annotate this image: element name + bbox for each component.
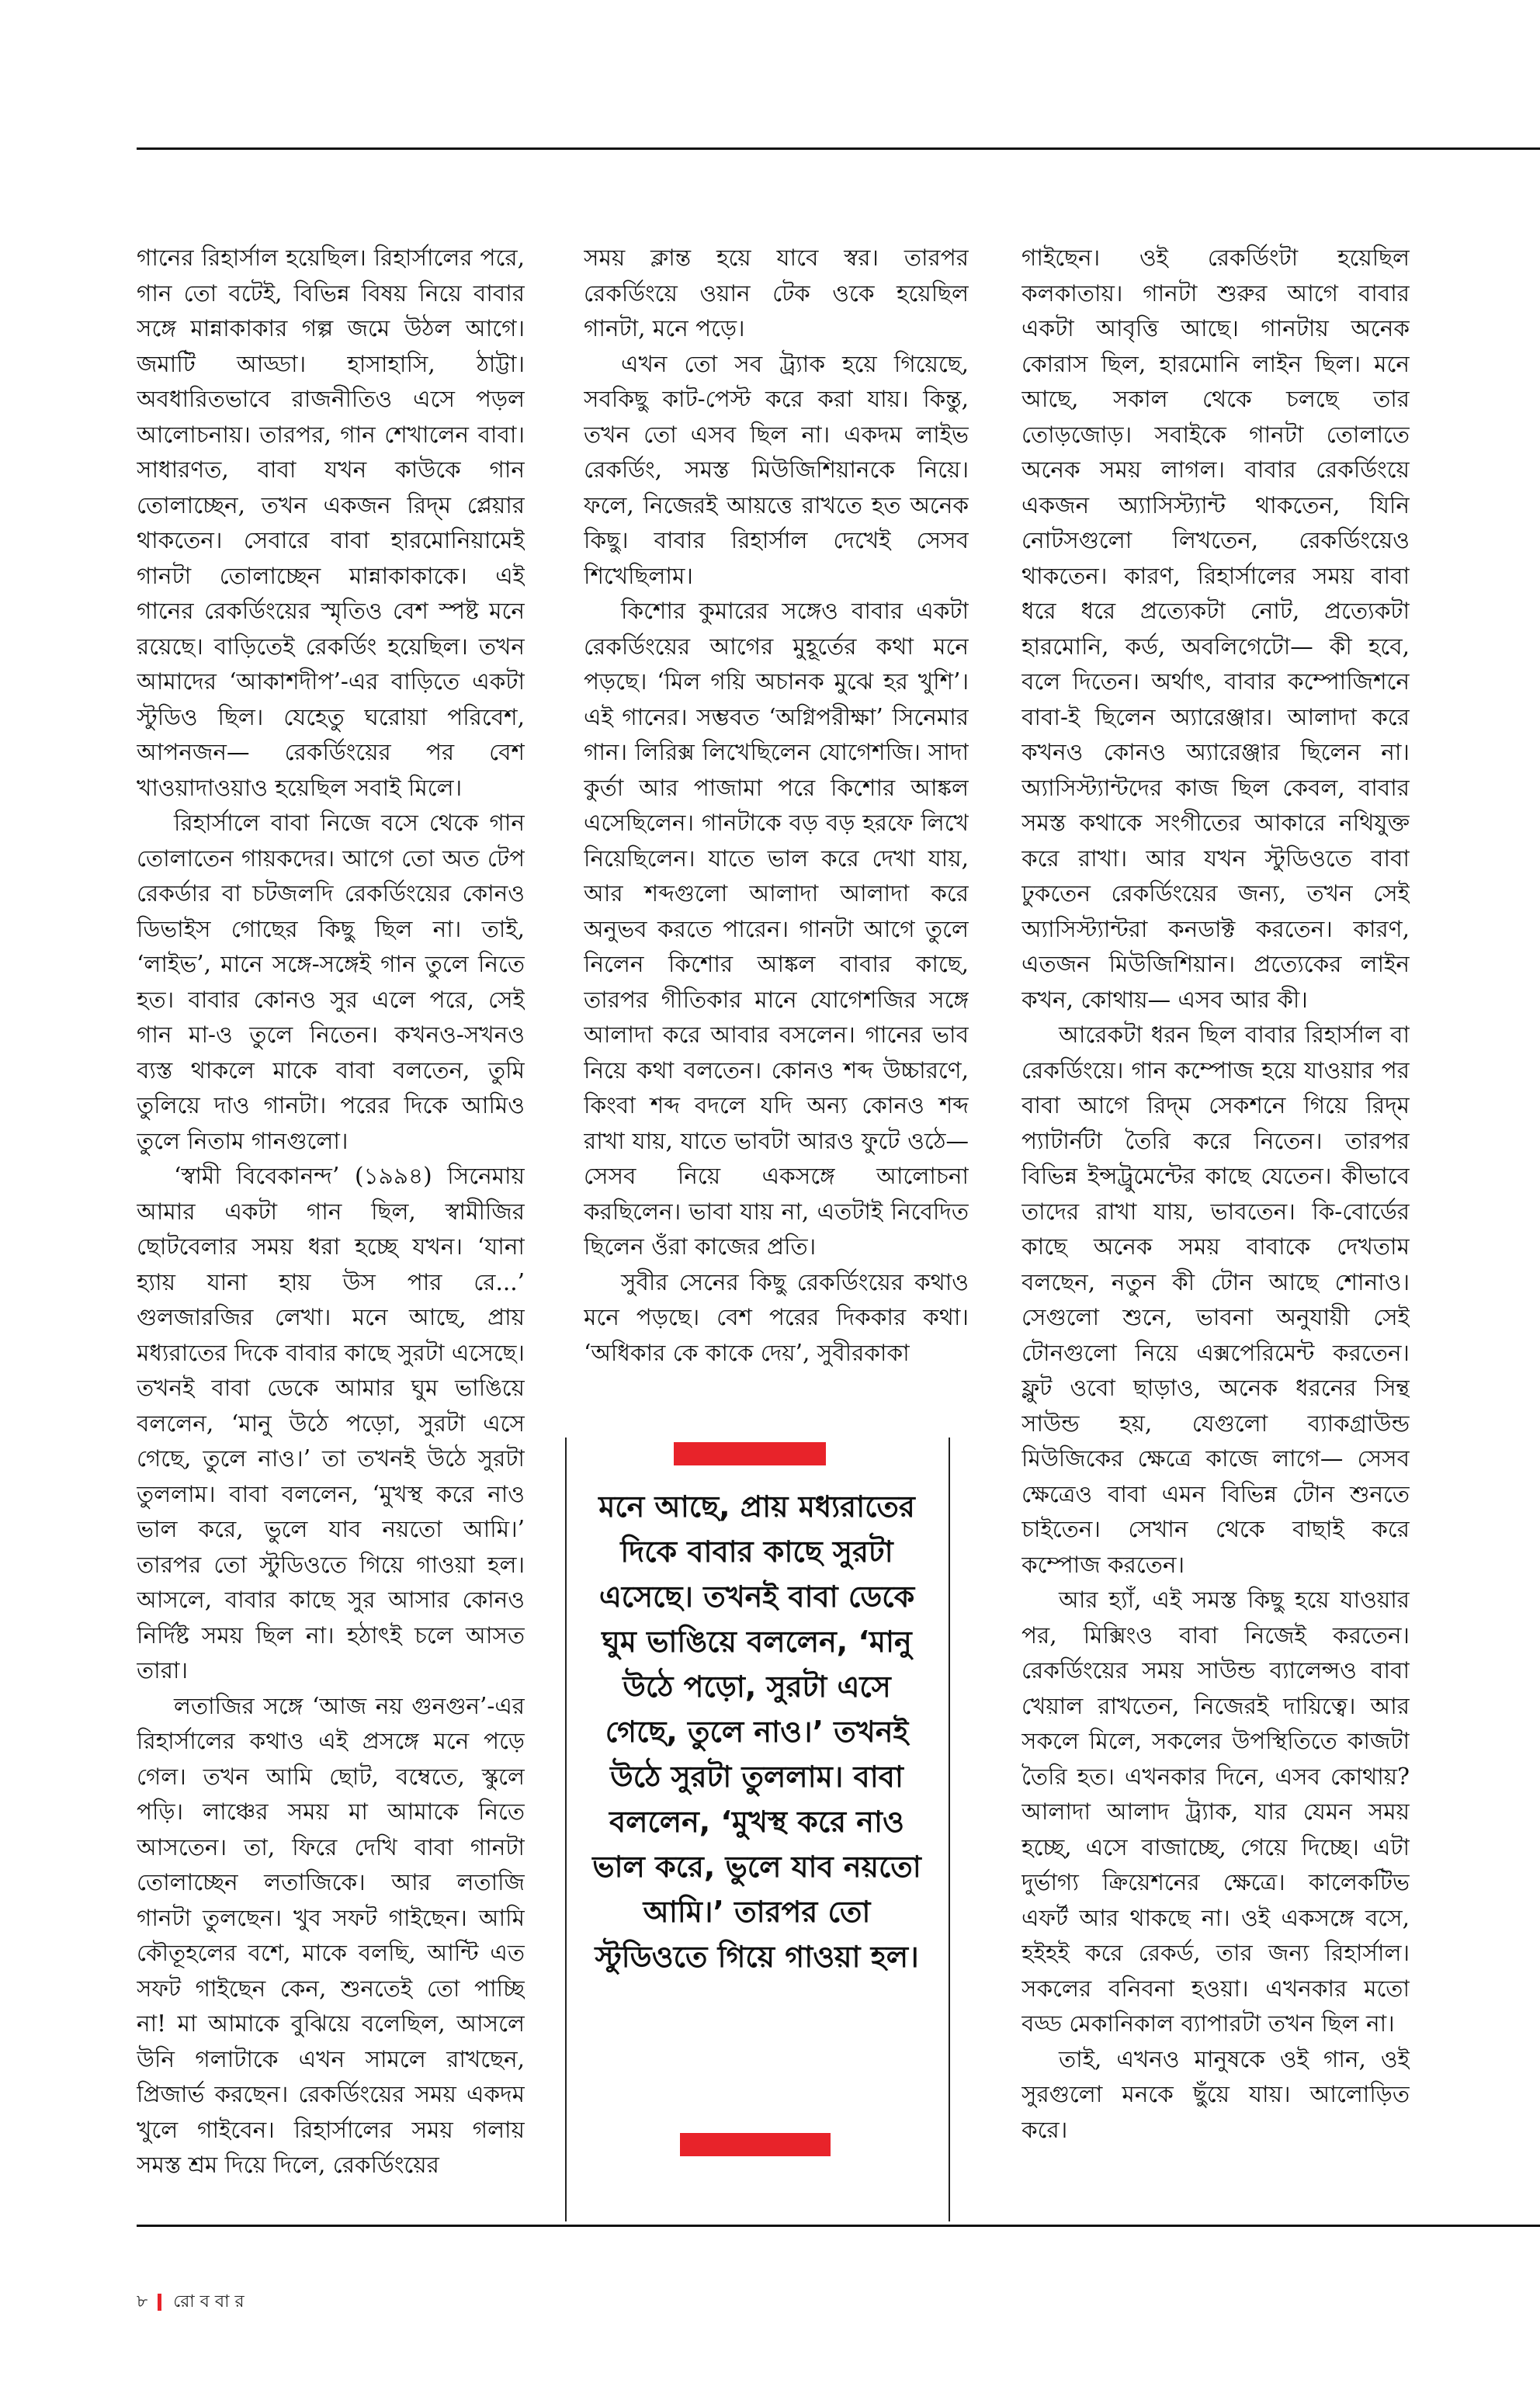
- pullquote: মনে আছে, প্রায় মধ্যরাতের দিকে বাবার কাছে সুরটা এসেছে। তখনই বাবা ডেকে ঘুম ভাঙিয়ে বললেন, ‘মানু উঠে পড়ো, সুরটা এসে গেছে, তুলে নাও।’ তখনই উঠে সুরটা তুললাম। বাবা বললেন, ‘মুখস্থ করে নাও ভাল করে, ভুলে যাব নয়তো আমি।’ তারপর তো স্টুডিওতে গিয়ে গাওয়া হল।: [592, 1490, 921, 1974]
- paragraph: সময় ক্লান্ত হয়ে যাবে স্বর। তারপর রেকর্ডিংয়ে ওয়ান টেক ওকে হয়েছিল গানটা, মনে পড়ে।: [584, 245, 969, 342]
- paragraph: তাই, এখনও মানুষকে ওই গান, ওই সুরগুলো মনকে ছুঁয়ে যায়। আলোড়িত করে।: [1021, 2045, 1410, 2143]
- page-number: ৮: [137, 2292, 148, 2311]
- footer-accent-bar: [158, 2294, 161, 2311]
- article-column-1: [137, 241, 525, 2216]
- paragraph: রিহার্সালে বাবা নিজে বসে থেকে গান তোলাতেন গায়কদের। আগে তো অত টেপ রেকর্ডার বা চটজলদি রেকর্ডিংয়ের কোনও ডিভাইস গোছের কিছু ছিল না। তাই, ‘লাইভ’, মানে সঙ্গে-সঙ্গেই গান তুলে নিতে হত। বাবার কোনও সুর এলে পরে, সেই গান মা-ও তুলে নিতেন। কখনও-সখনও ব্যস্ত থাকলে মাকে বাবা বলতেন, তুমি তুলিয়ে দাও গানটা। পরের দিকে আমিও তুলে নিতাম গানগুলো।: [137, 810, 525, 1154]
- paragraph: গানের রিহার্সাল হয়েছিল। রিহার্সালের পরে, গান তো বটেই, বিভিন্ন বিষয় নিয়ে বাবার সঙ্গে মান্নাকাকার গল্প জমে উঠল আগে। জমাটি আড্ডা। হাসাহাসি, ঠাট্টা। অবধারিতভাবে রাজনীতিও এসে পড়ল আলোচনায়। তারপর, গান শেখালেন বাবা। সাধারণত, বাবা যখন কাউকে গান তোলাচ্ছেন, তখন একজন রিদ্‌ম প্লেয়ার থাকতেন। সেবারে বাবা হারমোনিয়ামেই গানটা তোলাচ্ছেন মান্নাকাকাকে। এই গানের রেকর্ডিংয়ের স্মৃতিও বেশ স্পষ্ট মনে রয়েছে। বাড়িতেই রেকর্ডিং হয়েছিল। তখন আমাদের ‘আকাশদীপ’-এর বাড়িতে একটা স্টুডিও ছিল। যেহেতু ঘরোয়া পরিবেশ, আপনজন— রেকর্ডিংয়ের পর বেশ খাওয়াদাওয়াও হয়েছিল সবাই মিলে।: [137, 245, 525, 801]
- paragraph: গাইছেন। ওই রেকর্ডিংটা হয়েছিল কলকাতায়। গানটা শুরুর আগে বাবার একটা আবৃত্তি আছে। গানটায় অনেক কোরাস ছিল, হারমোনি লাইন ছিল। মনে আছে, সকাল থেকে চলছে তার তোড়জোড়। সবাইকে গানটা তোলাতে অনেক সময় লাগল। বাবার রেকর্ডিংয়ে একজন অ্যাসিস্ট্যান্ট থাকতেন, যিনি নোটসগুলো লিখতেন, রেকর্ডিংয়েও থাকতেন। কারণ, রিহার্সালের সময় বাবা ধরে ধরে প্রত্যেকটা নোট, প্রত্যেকটা হারমোনি, কর্ড, অবলিগেটো— কী হবে, বলে দিতেন। অর্থাৎ, বাবার কম্পোজিশনে বাবা-ই ছিলেন অ্যারেঞ্জার। আলাদা করে কখনও কোনও অ্যারেঞ্জার ছিলেন না। অ্যাসিস্ট্যান্টদের কাজ ছিল কেবল, বাবার সমস্ত কথাকে সংগীতের আকারে নথিযুক্ত করে রাখা। আর যখন স্টুডিওতে বাবা ঢুকতেন রেকর্ডিংয়ের জন্য, তখন সেই অ্যাসিস্ট্যান্টরা কনডাক্ট করতেন। কারণ, এতজন মিউজিশিয়ান। প্রত্যেকের লাইন কখন, কোথায়— এসব আর কী।: [1021, 245, 1410, 1013]
- pullquote-left-rule: [565, 1438, 567, 2221]
- paragraph: লতাজির সঙ্গে ‘আজ নয় গুনগুন’-এর রিহার্সালের কথাও এই প্রসঙ্গে মনে পড়ে গেল। তখন আমি ছোট, বম্বেতে, স্কুলে পড়ি। লাঞ্চের সময় মা আমাকে নিতে আসতেন। তা, ফিরে দেখি বাবা গানটা তোলাচ্ছেন লতাজিকে। আর লতাজি গানটা তুলছেন। খুব সফট গাইছেন। আমি কৌতূহলের বশে, মাকে বলছি, আন্টি এত সফট গাইছেন কেন, শুনতেই তো পাচ্ছি না! মা আমাকে বুঝিয়ে বলেছিল, আসলে উনি গলাটাকে এখন সামলে রাখছেন, প্রিজার্ভ করছেন। রেকর্ডিংয়ের সময় একদম খুলে গাইবেন। রিহার্সালের সময় গলায় সমস্ত শ্রম দিয়ে দিলে, রেকর্ডিংয়ের: [137, 1692, 525, 2178]
- bottom-rule: [137, 2225, 1540, 2227]
- paragraph: সুবীর সেনের কিছু রেকর্ডিংয়ের কথাও মনে পড়ছে। বেশ পরের দিককার কথা। ‘অধিকার কে কাকে দেয়’, সুবীরকাকা: [584, 1268, 969, 1366]
- paragraph: কিশোর কুমারের সঙ্গেও বাবার একটা রেকর্ডিংয়ের আগের মুহূর্তের কথা মনে পড়ছে। ‘মিল গয়ি অচানক মুঝে হর খুশি’। এই গানের। সম্ভবত ‘অগ্নিপরীক্ষা’ সিনেমার গান। লিরিক্স লিখেছিলেন যোগেশজি। সাদা কুর্তা আর পাজামা পরে কিশোর আঙ্কল এসেছিলেন। গানটাকে বড় বড় হরফে লিখে নিয়েছিলেন। যাতে ভাল করে দেখা যায়, আর শব্দগুলো আলাদা আলাদা করে অনুভব করতে পারেন। গানটা আগে তুলে নিলেন কিশোর আঙ্কল বাবার কাছে, তারপর গীতিকার মানে যোগেশজির সঙ্গে আলাদা করে আবার বসলেন। গানের ভাব নিয়ে কথা বলতেন। কোনও শব্দ উচ্চারণে, কিংবা শব্দ বদলে যদি অন্য কোনও শব্দ রাখা যায়, যাতে ভাবটা আরও ফুটে ওঠে— সেসব নিয়ে একসঙ্গে আলোচনা করছিলেন। ভাবা যায় না, এতটাই নিবেদিত ছিলেন ওঁরা কাজের প্রতি।: [584, 598, 969, 1260]
- pullquote-right-rule: [949, 1438, 950, 2221]
- article-column-3: [1021, 241, 1410, 2216]
- paragraph: আর হ্যাঁ, এই সমস্ত কিছু হয়ে যাওয়ার পর, মিক্সিংও বাবা নিজেই করতেন। রেকর্ডিংয়ের সময় সাউন্ড ব্যালেন্সও বাবা খেয়াল রাখতেন, নিজেরই দায়িত্বে। আর সকলে মিলে, সকলের উপস্থিতিতে কাজটা তৈরি হত। এখনকার দিনে, এসব কোথায়? আলাদা আলাদ ট্র্যাক, যার যেমন সময় হচ্ছে, এসে বাজাচ্ছে, গেয়ে দিচ্ছে। এটা দুর্ভাগ্য ক্রিয়েশনের ক্ষেত্রে। কালেকটিভ এফর্ট আর থাকছে না। ওই একসঙ্গে বসে, হইহই করে রেকর্ড, তার জন্য রিহার্সাল। সকলের বনিবনা হওয়া। এখনকার মতো বড্ড মেকানিকাল ব্যাপারটা তখন ছিল না।: [1021, 1587, 1410, 2037]
- article-column-2: [584, 241, 969, 1382]
- paragraph: আরেকটা ধরন ছিল বাবার রিহার্সাল বা রেকর্ডিংয়ে। গান কম্পোজ হয়ে যাওয়ার পর বাবা আগে রিদ্‌ম সেকশনে গিয়ে রিদ্‌ম প্যাটার্নটা তৈরি করে নিতেন। তারপর বিভিন্ন ইন্সট্রুমেন্টের কাছে যেতেন। কীভাবে তাদের রাখা যায়, ভাবতেন। কি-বোর্ডের কাছে অনেক সময় বাবাকে দেখতাম বলছেন, নতুন কী টোন আছে শোনাও। সেগুলো শুনে, ভাবনা অনুযায়ী সেই টোনগুলো নিয়ে এক্সপেরিমেন্ট করতেন। ফ্লুট ওবো ছাড়াও, অনেক ধরনের সিন্থ সাউন্ড হয়, যেগুলো ব্যাকগ্রাউন্ড মিউজিকের ক্ষেত্রে কাজে লাগে— সেসব ক্ষেত্রেও বাবা এমন বিভিন্ন টোন শুনতে চাইতেন। সেখান থেকে বাছাই করে কম্পোজ করতেন।: [1021, 1021, 1410, 1578]
- paragraph: এখন তো সব ট্র্যাক হয়ে গিয়েছে, সবকিছু কাট-পেস্ট করে করা যায়। কিন্তু, তখন তো এসব ছিল না। একদম লাইভ রেকর্ডিং, সমস্ত মিউজিশিয়ানকে নিয়ে। ফলে, নিজেরই আয়ত্তে রাখতে হত অনেক কিছু। বাবার রিহার্সাল দেখেই সেসব শিখেছিলাম।: [584, 350, 969, 589]
- magazine-name: রো ব বা র: [173, 2292, 245, 2311]
- pullquote-bottom-accent-bar: [680, 2133, 831, 2156]
- pullquote-top-accent-bar: [674, 1442, 826, 1465]
- page-footer: [137, 2288, 245, 2317]
- top-rule: [137, 147, 1540, 150]
- paragraph: ‘স্বামী বিবেকানন্দ’ (১৯৯৪) সিনেমায় আমার একটা গান ছিল, স্বামীজির ছোটবেলার সময় ধরা হচ্ছে যখন। ‘যানা হ্যায় যানা হায় উস পার রে...’ গুলজারজির লেখা। মনে আছে, প্রায় মধ্যরাতের দিকে বাবার কাছে সুরটা এসেছে। তখনই বাবা ডেকে আমার ঘুম ভাঙিয়ে বললেন, ‘মানু উঠে পড়ো, সুরটা এসে গেছে, তুলে নাও।’ তা তখনই উঠে সুরটা তুললাম। বাবা বললেন, ‘মুখস্থ করে নাও ভাল করে, ভুলে যাব নয়তো আমি।’ তারপর তো স্টুডিওতে গিয়ে গাওয়া হল। আসলে, বাবার কাছে সুর আসার কোনও নির্দিষ্ট সময় ছিল না। হঠাৎই চলে আসত তারা।: [137, 1163, 525, 1684]
